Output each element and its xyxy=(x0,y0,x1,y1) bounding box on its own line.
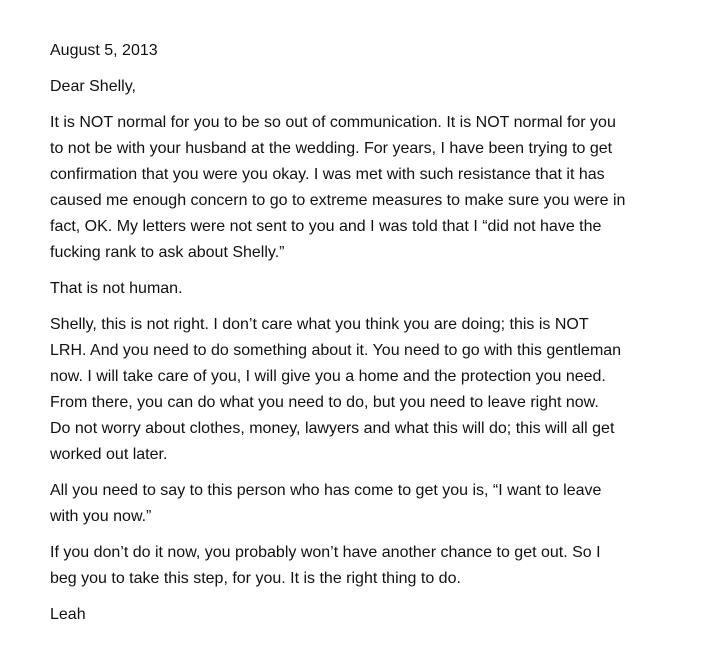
paragraph-line: Do not worry about clothes, money, lawyers and what this will do; this will all get xyxy=(50,420,615,437)
paragraph-line: It is NOT normal for you to be so out of communication. It is NOT normal for you xyxy=(50,114,616,131)
paragraph-line: fact, OK. My letters were not sent to you and I was told that I “did not have the xyxy=(50,218,602,235)
paragraph-line: worked out later. xyxy=(50,446,168,463)
letter-salutation: Dear Shelly, xyxy=(50,78,136,95)
paragraph-line: That is not human. xyxy=(50,280,183,297)
letter-date: August 5, 2013 xyxy=(50,42,158,59)
paragraph-line: From there, you can do what you need to do, but you need to leave right now. xyxy=(50,394,599,411)
paragraph-line: now. I will take care of you, I will give you a home and the protection you need. xyxy=(50,368,606,385)
paragraph-line: If you don’t do it now, you probably won’t have another chance to get out. So I xyxy=(50,544,601,561)
letter-signature: Leah xyxy=(50,606,86,623)
paragraph-5 xyxy=(50,540,710,592)
paragraph-line: fucking rank to ask about Shelly.” xyxy=(50,244,285,261)
paragraph-line: beg you to take this step, for you. It is the right thing to do. xyxy=(50,570,461,587)
paragraph-4 xyxy=(50,478,710,530)
paragraph-line: Shelly, this is not right. I don’t care what you think you are doing; this is NOT xyxy=(50,316,589,333)
letter-body xyxy=(50,38,710,638)
paragraph-line: caused me enough concern to go to extreme measures to make sure you were in xyxy=(50,192,626,209)
paragraph-3 xyxy=(50,312,710,468)
paragraph-line: All you need to say to this person who has come to get you is, “I want to leave xyxy=(50,482,602,499)
paragraph-line: with you now.” xyxy=(50,508,152,525)
paragraph-1 xyxy=(50,110,710,266)
paragraph-line: LRH. And you need to do something about it. You need to go with this gentleman xyxy=(50,342,622,359)
paragraph-line: confirmation that you were you okay. I was met with such resistance that it has xyxy=(50,166,605,183)
paragraph-line: to not be with your husband at the wedding. For years, I have been trying to get xyxy=(50,140,613,157)
paragraph-2 xyxy=(50,276,710,302)
